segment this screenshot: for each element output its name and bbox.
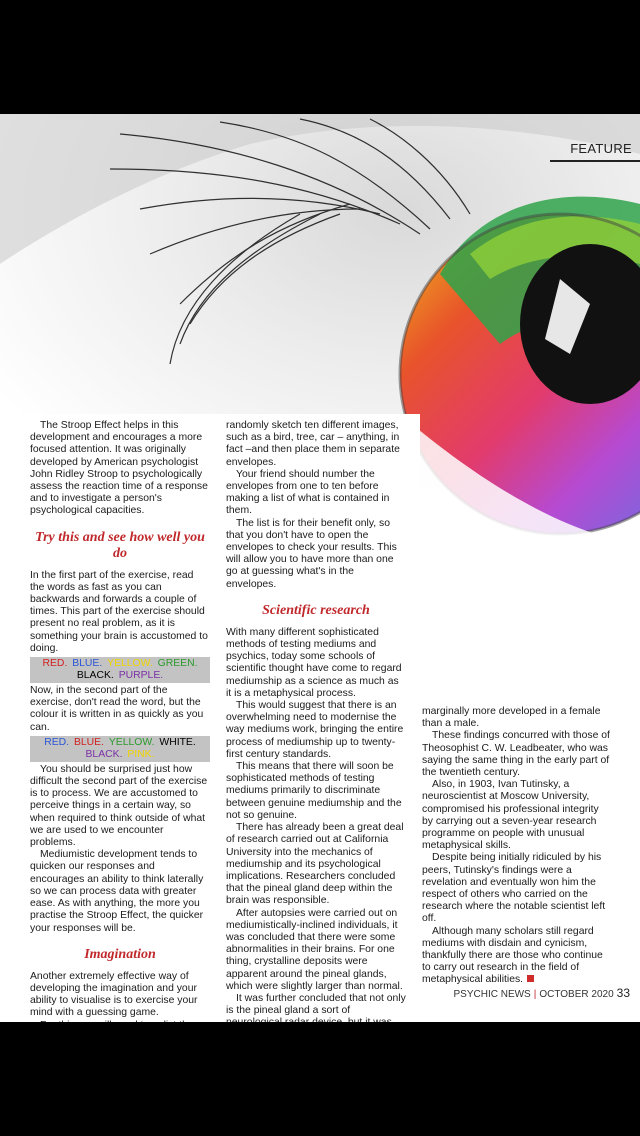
stroop-word: PURPLE. [118, 670, 164, 682]
stroop-word: YELLOW. [107, 658, 153, 670]
column-3 [422, 706, 610, 987]
stroop-word: BLACK. [85, 748, 123, 760]
stroop-word: RED. [42, 658, 68, 670]
paragraph: In the first part of the exercise, read the words as fast as you can backwards and forwards a couple of times. This part of the exercise should present no real problem, as it is something your brain is accustomed to doing. [30, 569, 208, 654]
paragraph: Despite being initially ridiculed by his peers, Tutinsky's findings were a revelation and eventually won him the respect of others who carried on the research where the notable scientist left off. [422, 852, 606, 925]
paragraph: You should be surprised just how difficult the second part of the exercise is to process. We are accustomed to perceive things in a certain way, so when required to think outside of what we are used to we encounter problems. [30, 763, 208, 849]
magazine-page [0, 114, 640, 1022]
section-rule [550, 160, 640, 162]
paragraph: The Stroop Effect helps in this development and encourages a more focused attention. It was originally developed by American psychologist John Ridley Stroop to psychologically assess the reaction time of a response and to investigate a person's psychological capacities. [30, 420, 208, 517]
stroop-word: YELLOW. [108, 736, 155, 748]
stroop-word: WHITE. [159, 736, 196, 748]
paragraph: Another extremely effective way of developing the imagination and your ability to visualise is to exercise your mind with a guessing game. [30, 970, 198, 1019]
paragraph: Mediumistic development tends to quicken our responses and encourages an ability to think laterally so we can process data with greater ease. As with anything, the more you practise the Stroop Effect, the quicker your responses will be. [30, 849, 204, 934]
subheading-try-this: Try this and see how well you do [35, 529, 205, 561]
column-1 [30, 420, 210, 1056]
footer-separator: | [533, 989, 537, 1000]
paragraph: These findings concurred with those of Theosophist C. W. Leadbeater, who was saying the same thing in the early part of the twentieth century. [422, 730, 610, 779]
issue-date: OCTOBER 2020 [539, 989, 614, 1000]
stroop-test-2 [30, 736, 210, 762]
paragraph: The list is for their benefit only, so that you don't have to open the envelopes to check your results. This will allow you to have more than one go at guessing what's in the envelopes. [226, 517, 397, 590]
paragraph: This would suggest that there is an overwhelming need to modernise the way mediums work, bringing the entire process of mediumship up to twenty-first century standards. [226, 700, 404, 760]
stroop-test-1 [30, 657, 210, 683]
subheading-imagination: Imagination [84, 946, 156, 962]
section-label: FEATURE [570, 141, 632, 156]
paragraph: Also, in 1903, Ivan Tutinsky, a neuroscientist at Moscow University, compromised his professional integrity by carrying out a seven-year research programme on people with unusual metaphysical skills. [422, 779, 599, 852]
paragraph [422, 926, 610, 987]
stroop-word: BLUE. [72, 658, 103, 670]
letterbox-top [0, 0, 640, 114]
stroop-word: BLACK. [76, 670, 114, 682]
end-mark-icon [527, 975, 534, 982]
subheading-scientific-research: Scientific research [262, 602, 370, 618]
paragraph: This means that there will soon be sophisticated methods of testing mediums primarily to discriminate between genuine mediumship and the not so genuine. [226, 761, 402, 821]
paragraph: Your friend should number the envelopes from one to ten before making a list of what is contained in them. [226, 468, 390, 517]
page-footer [454, 986, 631, 1000]
paragraph: With many different sophisticated methods of testing mediums and psychics, today some schools of scientific thought have come to regard mediumship as a science as much as it is a metaphysical process. [226, 626, 402, 699]
column-2 [226, 420, 406, 1054]
paragraph-text: Although many scholars still regard mediums with disdain and cynicism, thankfully there are those who continue to carry out research in the field of metaphysical abilities. [422, 925, 603, 986]
paragraph: marginally more developed in a female than a male. [422, 706, 601, 730]
paragraph: Now, in the second part of the exercise, don't read the word, but the colour it is written in as quickly as you can. [30, 685, 204, 733]
stroop-word: PINK. [127, 748, 155, 760]
page-number: 33 [616, 986, 630, 1000]
magazine-name: PSYCHIC NEWS [453, 989, 531, 1000]
paragraph: It was further concluded that not only is the pineal gland a sort of [226, 992, 406, 1017]
stroop-word: RED. [44, 736, 70, 748]
paragraph: randomly sketch ten different images, such as a bird, tree, car – anything, in fact –and then place them in separate envelopes. [226, 420, 400, 468]
letterbox-bottom [0, 1022, 640, 1136]
paragraph: After autopsies were carried out on mediumistically-inclined individuals, it was concluded that there were some abnormalities in their brains. For one thing, crystalline deposits were apparent around the pineal glands, which were slightly larger than normal. [226, 907, 403, 992]
stroop-word: BLUE. [73, 736, 104, 748]
stroop-word: GREEN. [157, 658, 198, 670]
paragraph: There has already been a great deal of research carried out at California University into the mechanics of mediumship and its psychological implications. Researchers concluded that the pineal gland deep within the brain was responsible. [226, 822, 404, 907]
